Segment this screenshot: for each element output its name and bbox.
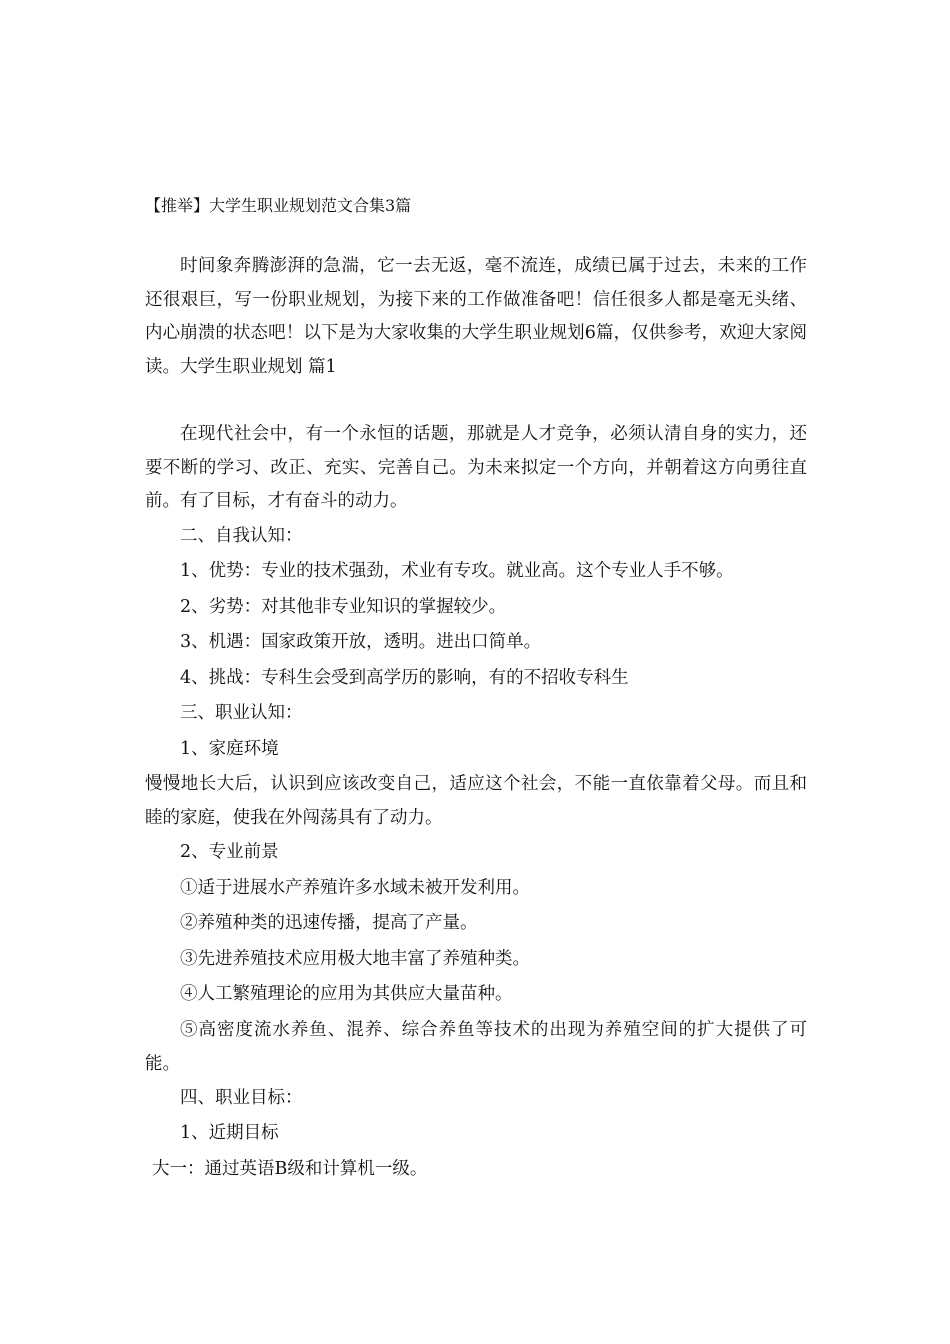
list-item-prospect-4: ④人工繁殖理论的应用为其供应大量苗种。 (180, 984, 513, 1004)
intro-paragraph: 时间象奔腾澎湃的急湍，它一去无返，毫不流连，成绩已属于过去，未来的工作还很艰巨，写一份职业规划，为接下来的工作做准备吧！信任很多人都是毫无头绪、内心崩溃的状态吧！以下是为大家收集的大学生职业规划6篇，仅供参考，欢迎大家阅读。大学生职业规划 篇1 (145, 256, 807, 377)
list-item-prospect-1: ①适于进展水产养殖许多水域未被开发利用。 (180, 877, 530, 898)
list-item-prospect-3: ③先进养殖技术应用极大地丰富了养殖种类。 (180, 948, 530, 969)
paragraph-freshman-goal: 大一：通过英语B级和计算机一级。 (152, 1158, 428, 1179)
list-item-family: 1、家庭环境 (180, 738, 279, 759)
paragraph-talent-competition: 在现代社会中，有一个永恒的话题，那就是人才竞争，必须认清自身的实力，还要不断的学习、改正、充实、完善自己。为未来拟定一个方向，并朝着这方向勇往直前。有了目标，才有奋斗的动力。 (145, 424, 807, 511)
list-item-prospects: 2、专业前景 (180, 842, 279, 862)
section-heading-career-goals: 四、职业目标： (180, 1087, 303, 1108)
section-heading-career-awareness: 三、职业认知： (180, 703, 303, 723)
list-item-opportunity: 3、机遇：国家政策开放，透明。进出口简单。 (180, 632, 542, 652)
list-item-strength: 1、优势：专业的技术强劲，术业有专攻。就业高。这个专业人手不够。 (180, 561, 734, 581)
list-item-prospect-2: ②养殖种类的迅速传播，提高了产量。 (180, 913, 478, 933)
document-page (145, 190, 807, 1187)
list-item-prospect-5: ⑤高密度流水养鱼、混养、综合养鱼等技术的出现为养殖空间的扩大提供了可能。 (145, 1019, 807, 1074)
list-item-weakness: 2、劣势：对其他非专业知识的掌握较少。 (180, 596, 507, 617)
list-item-challenge: 4、挑战：专科生会受到高学历的影响，有的不招收专科生 (180, 667, 629, 688)
list-item-short-term: 1、近期目标 (180, 1123, 279, 1143)
paragraph-family: 慢慢地长大后，认识到应该改变自己，适应这个社会，不能一直依靠着父母。而且和睦的家庭，使我在外闯荡具有了动力。 (145, 774, 807, 828)
section-heading-self-awareness: 二、自我认知： (180, 525, 303, 546)
document-title: 【推举】大学生职业规划范文合集3篇 (145, 196, 412, 215)
